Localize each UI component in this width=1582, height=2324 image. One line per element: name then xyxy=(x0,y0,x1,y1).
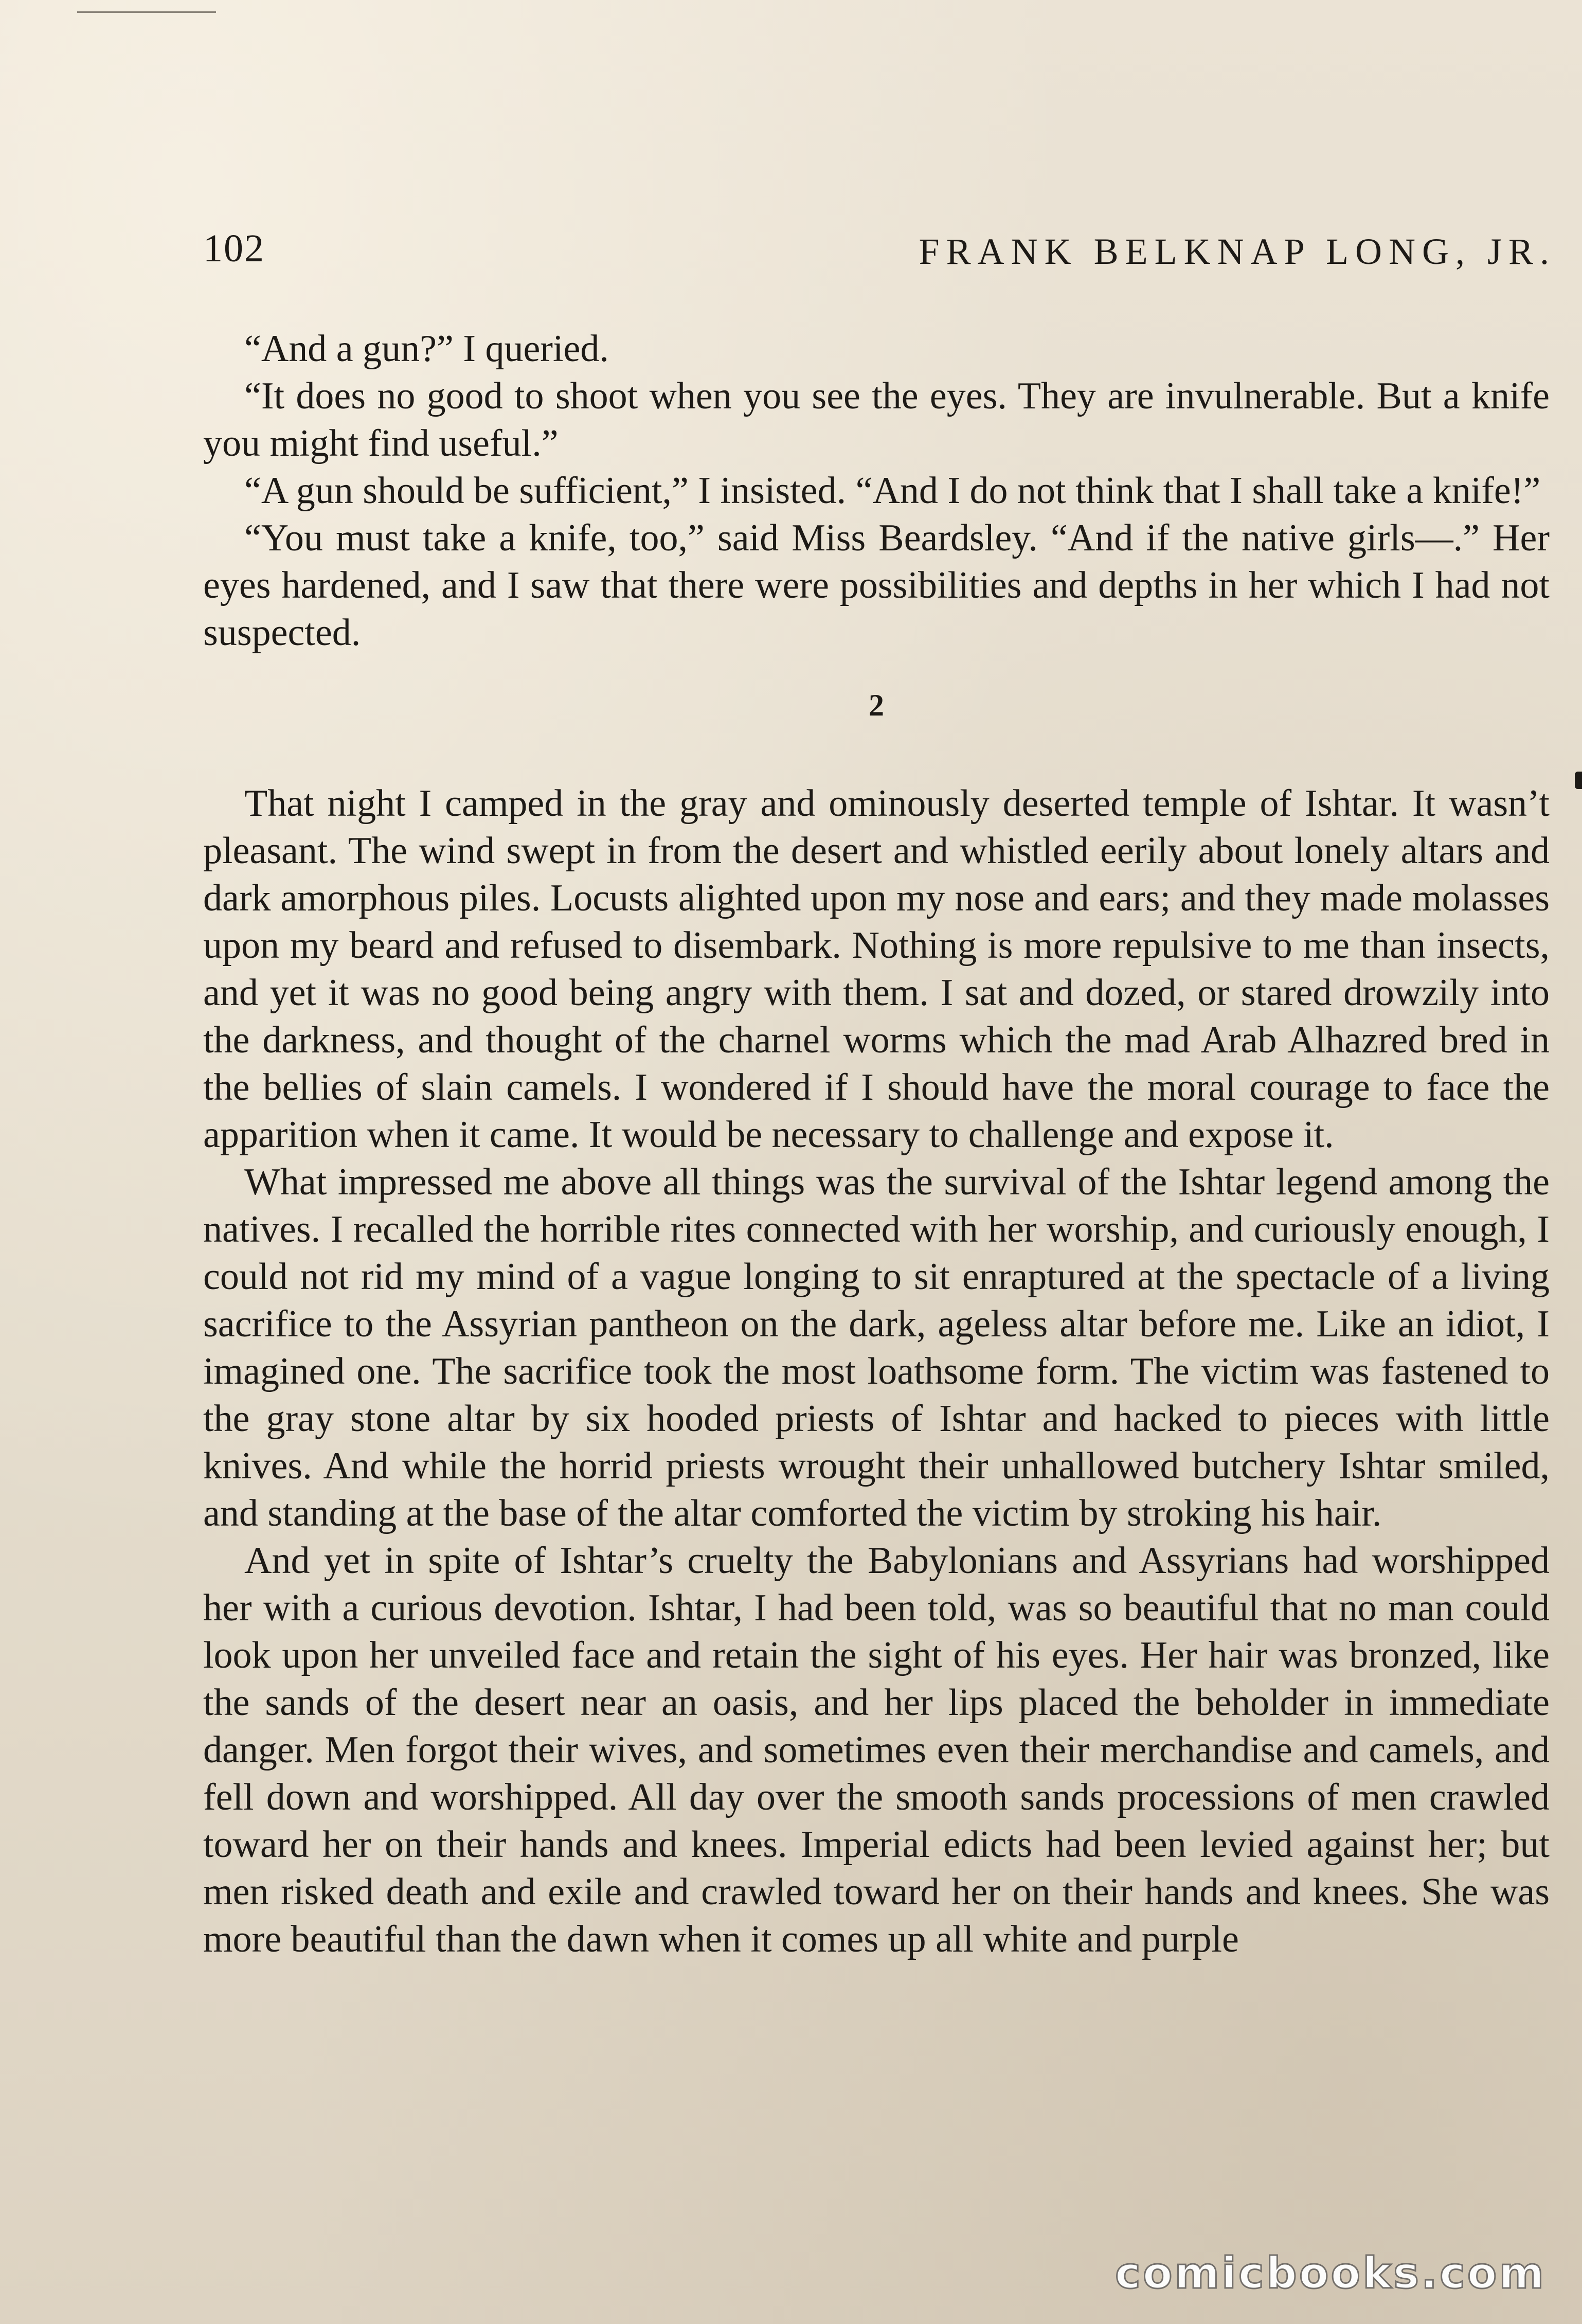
page-header xyxy=(203,226,1556,283)
paragraph: And yet in spite of Ishtar’s cruelty the Babylonians and Assyrians had worshipped her with a curious devotion. Ishtar, I had been told, was so beautiful that no man could look upon her unveiled face and retain the sight of his eyes. Her hair was bronzed, like the sands of the desert near an oasis, and her lips placed the beholder in immediate danger. Men forgot their wives, and sometimes even their merchandise and camels, and fell down and worshipped. All day over the smooth sands processions of men crawled toward her on their hands and knees. Imperial edicts had been levied against her; but men risked death and exile and crawled toward her on their hands and knees. She was more beautiful than the dawn when it comes up all white and purple xyxy=(203,1540,1550,1960)
paragraph: What impressed me above all things was the survival of the Ishtar legend among the natives. I recalled the horrible rites connected with her worship, and curiously enough, I could not rid my mind of a vague longing to sit enraptured at the spectacle of a living sacrifice to the Assyrian pantheon on the dark, ageless altar before me. Like an idiot, I imagined one. The sacrifice took the most loathsome form. The victim was fastened to the gray stone altar by six hooded priests of Ishtar and hacked to pieces with little knives. And while the horrid priests wrought their unhallowed butchery Ishtar smiled, and standing at the base of the altar comforted the victim by stroking his hair. xyxy=(203,1161,1550,1534)
running-head-author: FRANK BELKNAP LONG, JR. xyxy=(919,231,1556,272)
body-text xyxy=(203,325,1550,1963)
watermark: comicbooks.com xyxy=(1115,2248,1546,2298)
paragraph: That night I camped in the gray and ominously deserted temple of Ishtar. It wasn’t pleasant. The wind swept in from the desert and whistled eerily about lonely altars and dark amorphous piles. Locusts alighted upon my nose and ears; and they made molasses upon my beard and refused to disembark. Nothing is more repulsive to me than insects, and yet it was no good being angry with them. I sat and dozed, or stared drowzily into the darkness, and thought of the charnel worms which the mad Arab Alhazred bred in the bellies of slain camels. I wondered if I should have the moral courage to face the apparition when it came. It would be necessary to challenge and expose it. xyxy=(203,782,1550,1156)
paragraph: “A gun should be sufficient,” I insisted. “And I do not think that I shall take a knife!” xyxy=(244,470,1541,512)
section-number: 2 xyxy=(869,688,884,722)
paragraph: “It does no good to shoot when you see the eyes. They are invulnerable. But a knife you might find useful.” xyxy=(203,375,1550,464)
page-edge-mark xyxy=(1575,772,1582,789)
paragraph: “You must take a knife, too,” said Miss Beardsley. “And if the native girls—.” Her eyes hardened, and I saw that there were possibilities and depths in her which I had not suspected. xyxy=(203,517,1550,654)
paragraph: “And a gun?” I queried. xyxy=(244,328,609,370)
page-number: 102 xyxy=(203,227,265,270)
top-edge-rule xyxy=(77,11,216,13)
